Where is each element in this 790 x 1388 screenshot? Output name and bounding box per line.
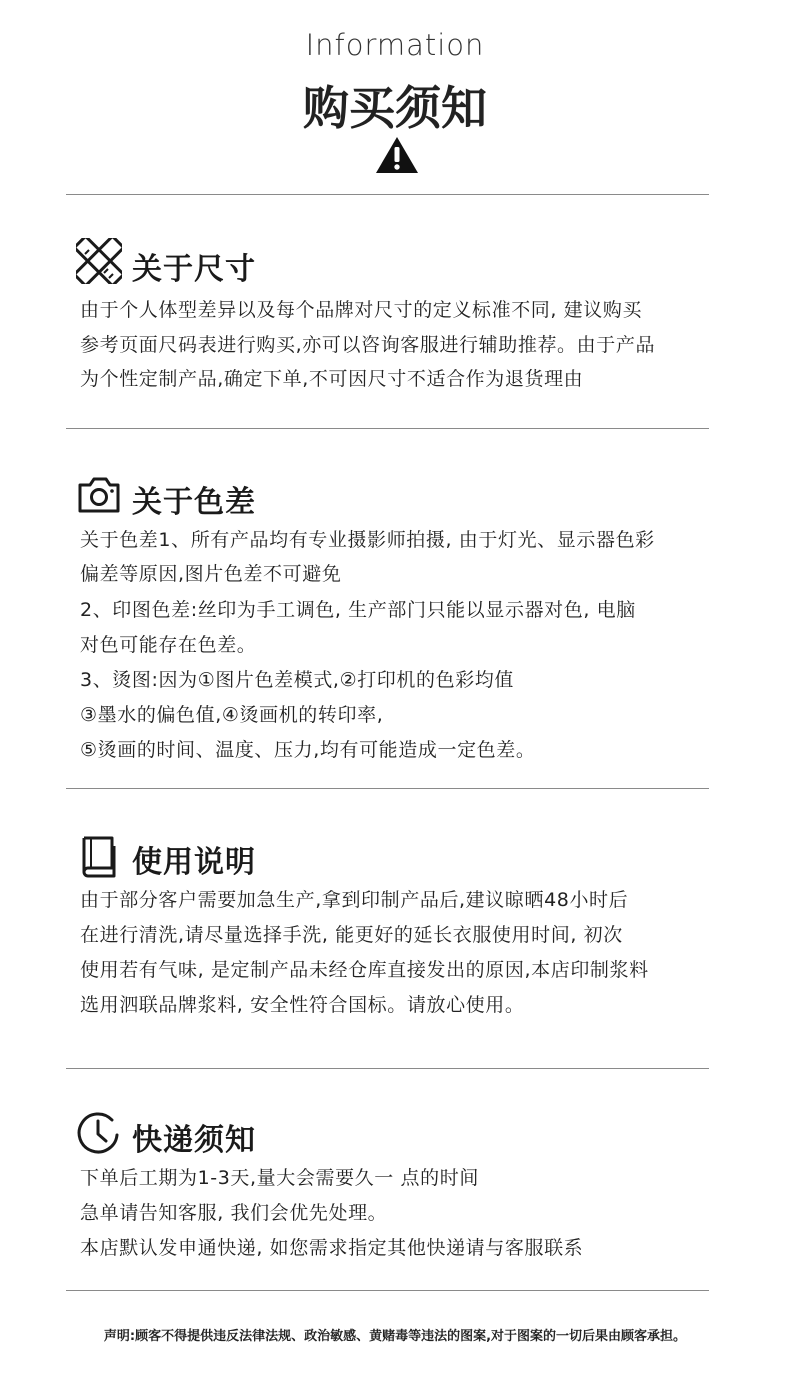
section-text-line: ③墨水的偏色值,④烫画机的转印率,	[80, 704, 384, 726]
header-title-en: Information	[305, 28, 485, 62]
section-text-line: 使用若有气味, 是定制产品未经仓库直接发出的原因,本店印制浆料	[80, 959, 649, 981]
section-text-line: 本店默认发申通快递, 如您需求指定其他快递请与客服联系	[80, 1237, 584, 1259]
header-title-zh: 购买须知	[303, 81, 487, 135]
section-text-line: 参考页面尺码表进行购买,亦可以咨询客服进行辅助推荐。由于产品	[80, 334, 656, 356]
section-text-line: 由于个人体型差异以及每个品牌对尺寸的定义标准不同, 建议购买	[80, 299, 643, 321]
section-title: 使用说明	[132, 845, 256, 880]
section-text-line: 下单后工期为1-3天,量大会需要久一 点的时间	[80, 1167, 479, 1189]
camera-icon	[76, 472, 122, 518]
section-title: 关于色差	[132, 485, 256, 520]
section-text-line: 偏差等原因,图片色差不可避免	[80, 563, 342, 585]
section-text-line: 急单请告知客服, 我们会优先处理。	[80, 1202, 388, 1224]
footer-disclaimer: 声明:顾客不得提供违反法律法规、政治敏感、黄赌毒等违法的图案,对于图案的一切后果由顾客承担。	[103, 1329, 687, 1344]
section-text-line: 关于色差1、所有产品均有专业摄影师拍摄, 由于灯光、显示器色彩	[80, 529, 655, 551]
section-text-line: 3、烫图:因为①图片色差模式,②打印机的色彩均值	[80, 669, 514, 691]
section-text-line: 由于部分客户需要加急生产,拿到印制产品后,建议晾晒48小时后	[80, 889, 629, 911]
divider	[66, 194, 709, 195]
section-text-line: ⑤烫画的时间、温度、压力,均有可能造成一定色差。	[80, 739, 536, 761]
ruler-cross-icon	[76, 238, 122, 284]
divider	[66, 1068, 709, 1069]
section-text-line: 在进行清洗,请尽量选择手洗, 能更好的延长衣服使用时间, 初次	[80, 924, 623, 946]
warning-triangle-icon	[375, 136, 419, 174]
section-text-line: 对色可能存在色差。	[80, 634, 257, 656]
divider	[66, 428, 709, 429]
divider	[66, 788, 709, 789]
section-title: 关于尺寸	[132, 252, 256, 287]
section-text-line: 为个性定制产品,确定下单,不可因尺寸不适合作为退货理由	[80, 368, 584, 390]
divider	[66, 1290, 709, 1291]
book-icon	[76, 832, 122, 878]
section-text-line: 2、印图色差:丝印为手工调色, 生产部门只能以显示器对色, 电脑	[80, 599, 636, 621]
section-text-line: 选用泗联品牌浆料, 安全性符合国标。请放心使用。	[80, 994, 525, 1016]
clock-icon	[76, 1110, 122, 1156]
section-title: 快递须知	[132, 1123, 256, 1158]
